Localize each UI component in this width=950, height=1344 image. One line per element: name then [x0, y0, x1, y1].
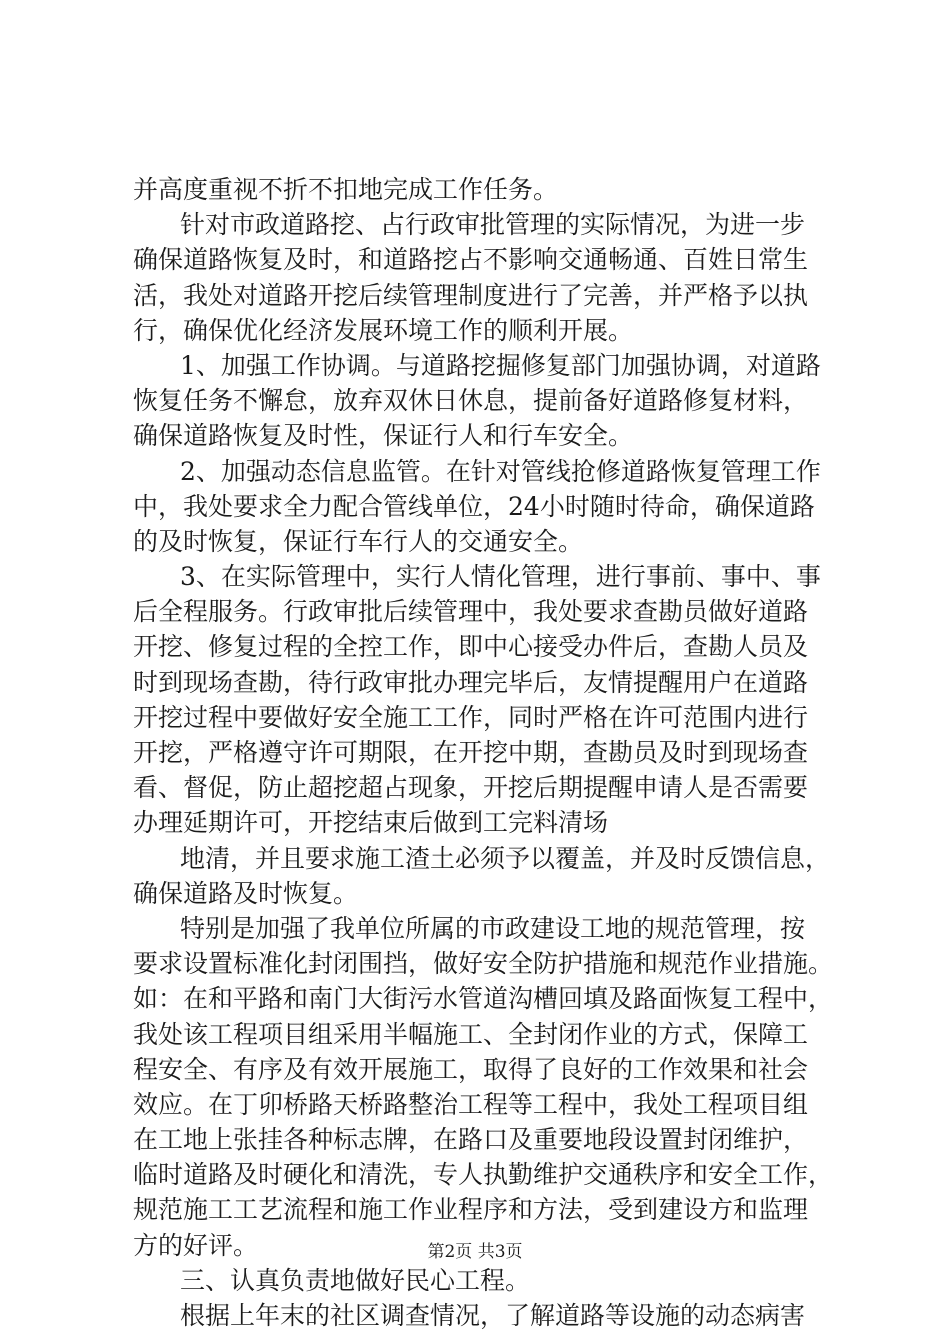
section-heading: 三、认真负责地做好民心工程。	[180, 1265, 531, 1295]
text-line: 根据上年末的社区调查情况，了解道路等设施的动态病害	[180, 1301, 806, 1330]
text-line: 办理延期许可，开挖结束后做到工完料清场	[133, 808, 609, 838]
text-line: 后全程服务。行政审批后续管理中，我处要求查勘员做好道路	[133, 597, 809, 627]
text-line: 要求设置标准化封闭围挡，做好安全防护措施和规范作业措施。	[133, 949, 834, 979]
text-line: 效应。在丁卯桥路天桥路整治工程等工程中，我处工程项目组	[133, 1089, 809, 1119]
text-line: 确保道路及时恢复。	[133, 878, 359, 908]
text-line: 开挖、修复过程的全控工作，即中心接受办件后，查勘人员及	[133, 632, 809, 662]
text-line: 如：在和平路和南门大街污水管道沟槽回填及路面恢复工程中，	[133, 984, 834, 1014]
document-body	[133, 172, 838, 1333]
text-line: 针对市政道路挖、占行政审批管理的实际情况，为进一步	[180, 210, 806, 240]
text-line: 活，我处对道路开挖后续管理制度进行了完善，并严格予以执	[133, 280, 809, 310]
text-line: 特别是加强了我单位所属的市政建设工地的规范管理，按	[180, 913, 806, 943]
text-line: 1、加强工作协调。与道路挖掘修复部门加强协调，对道路	[180, 350, 821, 380]
text-line: 2、加强动态信息监管。在针对管线抢修道路恢复管理工作	[180, 456, 821, 486]
text-line: 临时道路及时硬化和清洗，专人执勤维护交通秩序和安全工作，	[133, 1160, 834, 1190]
text-line: 并高度重视不折不扣地完成工作任务。	[133, 175, 559, 204]
text-line: 我处该工程项目组采用半幅施工、全封闭作业的方式，保障工	[133, 1019, 809, 1049]
text-line: 中，我处要求全力配合管线单位，24小时随时待命，确保道路	[133, 491, 815, 521]
text-line: 程安全、有序及有效开展施工，取得了良好的工作效果和社会	[133, 1054, 809, 1084]
text-line: 恢复任务不懈怠，放弃双休日休息，提前备好道路修复材料，	[133, 386, 809, 416]
text-line: 开挖过程中要做好安全施工工作，同时严格在许可范围内进行	[133, 702, 809, 732]
page-number-footer: 第2页 共3页	[427, 1242, 523, 1262]
text-line: 时到现场查勘，待行政审批办理完毕后，友情提醒用户在道路	[133, 667, 809, 697]
text-line: 行，确保优化经济发展环境工作的顺利开展。	[133, 315, 634, 345]
text-line: 开挖，严格遵守许可期限，在开挖中期，查勘员及时到现场查	[133, 738, 809, 767]
text-line: 确保道路恢复及时，和道路挖占不影响交通畅通、百姓日常生	[133, 245, 809, 275]
text-line: 规范施工工艺流程和施工作业程序和方法，受到建设方和监理	[133, 1195, 809, 1225]
text-line: 在工地上张挂各种标志牌，在路口及重要地段设置封闭维护，	[133, 1125, 809, 1155]
text-line: 方的好评。	[133, 1230, 259, 1260]
text-line: 的及时恢复，保证行车行人的交通安全。	[133, 526, 584, 556]
text-line: 确保道路恢复及时性，保证行人和行车安全。	[133, 421, 634, 451]
text-line: 看、督促，防止超挖超占现象，开挖后期提醒申请人是否需要	[133, 773, 809, 803]
text-line: 3、在实际管理中，实行人情化管理，进行事前、事中、事	[180, 562, 821, 592]
text-line: 地清，并且要求施工渣土必须予以覆盖，并及时反馈信息，	[180, 843, 831, 873]
